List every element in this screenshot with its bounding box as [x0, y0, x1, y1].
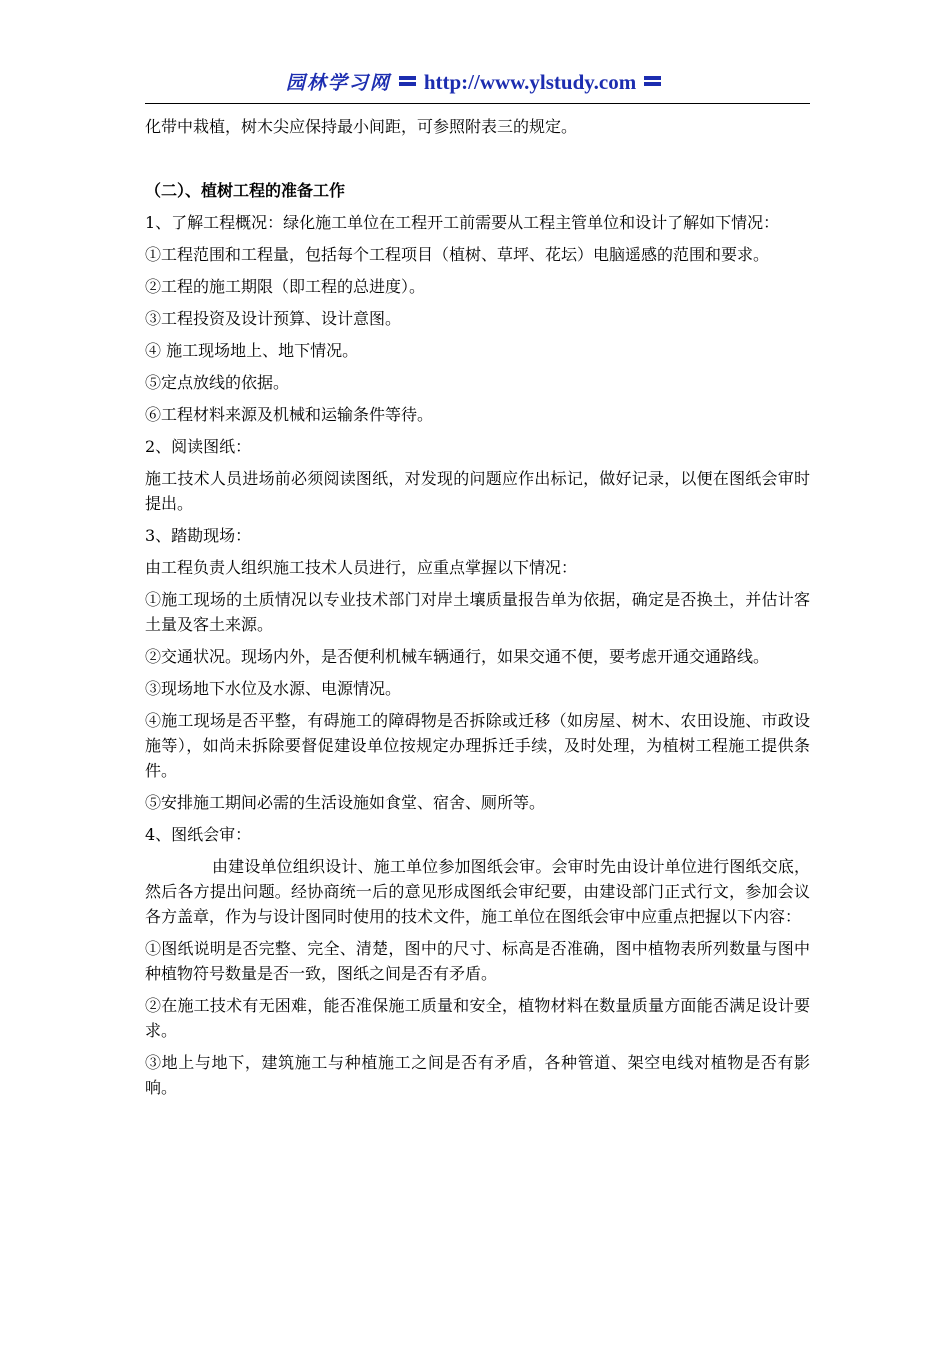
paragraph: 4、图纸会审：: [145, 825, 252, 844]
paragraph: 施工技术人员进场前必须阅读图纸，对发现的问题应作出标记，做好记录，以便在图纸会审时提出。: [145, 469, 810, 513]
continuation-text: 化带中栽植，树木尖应保持最小间距，可参照附表三的规定。: [145, 117, 578, 136]
paragraph: ⑥工程材料来源及机械和运输条件等待。: [145, 405, 434, 424]
site-name: 园林学习网: [285, 72, 391, 94]
paragraph: ①图纸说明是否完整、完全、清楚，图中的尺寸、标高是否准确，图中植物表所列数量与图中种植物符号数量是否一致，图纸之间是否有矛盾。: [145, 939, 810, 983]
header-divider: [145, 103, 810, 104]
paragraph: ③现场地下水位及水源、电源情况。: [145, 679, 402, 698]
paragraph: ①工程范围和工程量，包括每个工程项目（植树、草坪、花坛）电脑遥感的范围和要求。: [145, 245, 770, 264]
paragraph: 由工程负责人组织施工技术人员进行，应重点掌握以下情况：: [145, 558, 578, 577]
paragraph: ②工程的施工期限（即工程的总进度）。: [145, 277, 426, 296]
paragraph: ②交通状况。现场内外，是否便利机械车辆通行，如果交通不便，要考虑开通交通路线。: [145, 647, 770, 666]
paragraph: ②在施工技术有无困难，能否准保施工质量和安全，植物材料在数量质量方面能否满足设计要求。: [145, 996, 810, 1040]
paragraph: 1、了解工程概况：绿化施工单位在工程开工前需要从工程主管单位和设计了解如下情况：: [145, 213, 780, 232]
page-header: [145, 68, 810, 102]
paragraph: ④ 施工现场地上、地下情况。: [145, 341, 359, 360]
paragraph: 3、踏勘现场：: [145, 526, 252, 545]
paragraph: ④施工现场是否平整，有碍施工的障碍物是否拆除或迁移（如房屋、树木、农田设施、市政设施等），如尚未拆除要督促建设单位按规定办理拆迁手续，及时处理，为植树工程施工提供条件。: [145, 711, 810, 780]
paragraph: ①施工现场的土质情况以专业技术部门对岸土壤质量报告单为依据，确定是否换土，并估计客土量及客土来源。: [145, 590, 810, 634]
paragraph: ③地上与地下，建筑施工与种植施工之间是否有矛盾，各种管道、架空电线对植物是否有影响。: [145, 1053, 810, 1097]
paragraph: ③工程投资及设计预算、设计意图。: [145, 309, 402, 328]
separator-icon: [644, 76, 661, 90]
section-title: （二）、植树工程的准备工作: [145, 181, 346, 200]
paragraph: 2、阅读图纸：: [145, 437, 252, 456]
site-url[interactable]: http://www.ylstudy.com: [423, 70, 637, 94]
paragraph: 由建设单位组织设计、施工单位参加图纸会审。会审时先由设计单位进行图纸交底，然后各方提出问题。经协商统一后的意见形成图纸会审纪要，由建设部门正式行文，参加会议各方盖章，作为与设计图同时使用的技术文件，施工单位在图纸会审中应重点把握以下内容：: [145, 857, 810, 926]
paragraph: ⑤安排施工期间必需的生活设施如食堂、宿舍、厕所等。: [145, 793, 546, 812]
spacer: [145, 146, 810, 178]
document-body: [145, 114, 810, 1107]
paragraph: ⑤定点放线的依据。: [145, 373, 290, 392]
separator-icon: [399, 76, 416, 90]
